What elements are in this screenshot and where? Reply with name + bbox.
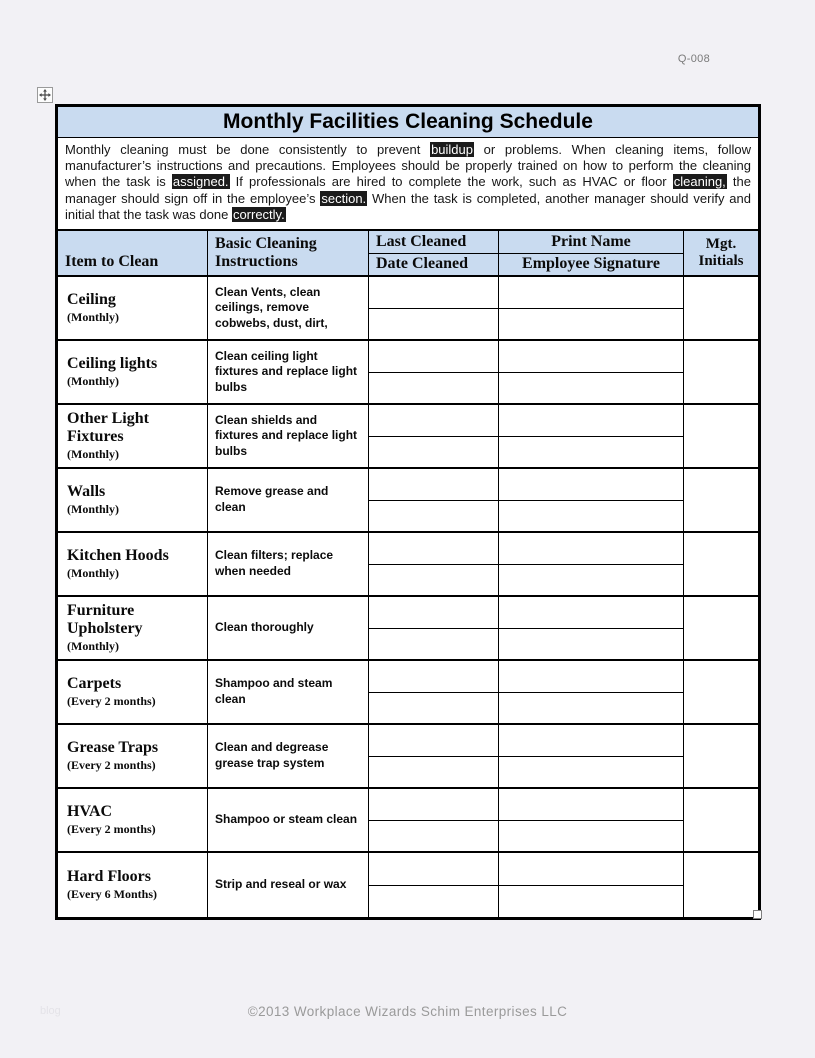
item-instructions: Clean thoroughly bbox=[215, 620, 314, 635]
item-frequency: (Every 6 Months) bbox=[67, 887, 157, 902]
intro-highlighted-text: cleaning, bbox=[673, 174, 726, 190]
table-row bbox=[58, 853, 758, 917]
mgt-initials-cell[interactable] bbox=[683, 853, 758, 917]
date-cleaned-cell[interactable] bbox=[369, 405, 498, 437]
mgt-initials-cell[interactable] bbox=[683, 661, 758, 723]
mgt-initials-cell[interactable] bbox=[683, 725, 758, 787]
employee-signature-cell[interactable] bbox=[499, 277, 683, 309]
employee-signature-cell[interactable] bbox=[499, 405, 683, 437]
employee-signature-cell[interactable] bbox=[499, 789, 683, 821]
intro-text: Monthly cleaning must be done consistently to prevent bbox=[65, 142, 431, 157]
item-name: Hard Floors bbox=[67, 868, 151, 886]
employee-signature-column bbox=[498, 789, 683, 851]
employee-signature-cell[interactable] bbox=[499, 886, 683, 918]
item-name: Other Light Fixtures bbox=[67, 410, 149, 446]
date-cleaned-cell[interactable] bbox=[369, 629, 498, 660]
item-name: Grease Traps bbox=[67, 739, 159, 757]
intro-highlighted-text: buildup bbox=[431, 142, 473, 157]
item-frequency: (Every 2 months) bbox=[67, 822, 156, 837]
item-frequency: (Monthly) bbox=[67, 447, 119, 462]
header-mgt-initials: Mgt. Initials bbox=[683, 231, 758, 275]
date-cleaned-cell[interactable] bbox=[369, 309, 498, 340]
employee-signature-cell[interactable] bbox=[499, 853, 683, 886]
item-cell bbox=[58, 725, 207, 787]
employee-signature-column bbox=[498, 597, 683, 659]
header-basic-cleaning-instructions: Basic Cleaning Instructions bbox=[207, 231, 368, 275]
intro-highlighted-text: assigned. bbox=[172, 174, 229, 190]
employee-signature-column bbox=[498, 533, 683, 595]
mgt-initials-cell[interactable] bbox=[683, 277, 758, 339]
item-instructions: Shampoo or steam clean bbox=[215, 812, 358, 827]
employee-signature-cell[interactable] bbox=[499, 661, 683, 693]
table-row bbox=[58, 533, 758, 597]
employee-signature-cell[interactable] bbox=[499, 469, 683, 501]
item-name: Furniture Upholstery bbox=[67, 602, 143, 638]
mgt-initials-cell[interactable] bbox=[683, 405, 758, 467]
date-cleaned-cell[interactable] bbox=[369, 821, 498, 852]
item-frequency: (Monthly) bbox=[67, 374, 119, 389]
date-cleaned-cell[interactable] bbox=[369, 757, 498, 788]
instructions-cell bbox=[207, 661, 368, 723]
date-cleaned-column bbox=[368, 853, 498, 917]
item-cell bbox=[58, 469, 207, 531]
header-item-to-clean: Item to Clean bbox=[65, 253, 159, 271]
intro-highlighted-text: correctly. bbox=[232, 206, 285, 222]
date-cleaned-cell[interactable] bbox=[369, 725, 498, 757]
header-date-cleaned: Date Cleaned bbox=[376, 255, 468, 273]
item-instructions: Clean ceiling light fixtures and replace light bulbs bbox=[215, 348, 358, 394]
watermark-text: blog bbox=[40, 1005, 61, 1017]
table-header-row bbox=[58, 231, 758, 277]
date-cleaned-cell[interactable] bbox=[369, 853, 498, 886]
mgt-initials-cell[interactable] bbox=[683, 341, 758, 403]
intro-highlighted-text: section. bbox=[321, 190, 367, 206]
item-instructions: Clean filters; replace when needed bbox=[215, 548, 334, 579]
employee-signature-cell[interactable] bbox=[499, 341, 683, 373]
header-employee-signature: Employee Signature bbox=[522, 255, 660, 273]
item-name: Ceiling bbox=[67, 291, 116, 309]
date-cleaned-column bbox=[368, 661, 498, 723]
header-last-cleaned: Last Cleaned bbox=[369, 231, 498, 254]
employee-signature-cell[interactable] bbox=[499, 373, 683, 404]
table-row bbox=[58, 469, 758, 533]
item-name: Ceiling lights bbox=[67, 355, 158, 373]
intro-text: When the task is completed, another manager should verify and initial that the task was done bbox=[65, 190, 751, 222]
employee-signature-cell[interactable] bbox=[499, 437, 683, 468]
date-cleaned-column bbox=[368, 597, 498, 659]
item-frequency: (Monthly) bbox=[67, 502, 119, 517]
instructions-cell bbox=[207, 853, 368, 917]
header-cleaned-column bbox=[368, 231, 498, 275]
employee-signature-column bbox=[498, 277, 683, 339]
employee-signature-column bbox=[498, 853, 683, 917]
employee-signature-column bbox=[498, 405, 683, 467]
intro-paragraph bbox=[58, 138, 758, 231]
employee-signature-column bbox=[498, 469, 683, 531]
date-cleaned-cell[interactable] bbox=[369, 661, 498, 693]
date-cleaned-cell[interactable] bbox=[369, 277, 498, 309]
item-instructions: Remove grease and clean bbox=[215, 484, 329, 515]
mgt-initials-cell[interactable] bbox=[683, 533, 758, 595]
mgt-initials-cell[interactable] bbox=[683, 789, 758, 851]
table-title: Monthly Facilities Cleaning Schedule bbox=[58, 107, 758, 138]
date-cleaned-cell[interactable] bbox=[369, 341, 498, 373]
employee-signature-column bbox=[498, 341, 683, 403]
employee-signature-cell[interactable] bbox=[499, 565, 683, 596]
date-cleaned-column bbox=[368, 341, 498, 403]
date-cleaned-cell[interactable] bbox=[369, 565, 498, 596]
item-name: Walls bbox=[67, 483, 106, 501]
instructions-cell bbox=[207, 277, 368, 339]
header-print-name: Print Name bbox=[499, 231, 683, 254]
item-frequency: (Monthly) bbox=[67, 310, 119, 325]
employee-signature-cell[interactable] bbox=[499, 501, 683, 532]
item-name: HVAC bbox=[67, 803, 113, 821]
item-cell bbox=[58, 853, 207, 917]
item-name: Kitchen Hoods bbox=[67, 547, 169, 565]
employee-signature-cell[interactable] bbox=[499, 597, 683, 629]
item-frequency: (Monthly) bbox=[67, 566, 119, 581]
table-resize-handle[interactable] bbox=[753, 910, 762, 919]
instructions-cell bbox=[207, 405, 368, 467]
table-row bbox=[58, 341, 758, 405]
instructions-cell bbox=[207, 725, 368, 787]
item-instructions: Strip and reseal or wax bbox=[215, 877, 347, 892]
employee-signature-cell[interactable] bbox=[499, 533, 683, 565]
date-cleaned-column bbox=[368, 789, 498, 851]
employee-signature-column bbox=[498, 661, 683, 723]
date-cleaned-cell[interactable] bbox=[369, 373, 498, 404]
intro-text: If professionals are hired to complete the work, such as HVAC or floor bbox=[229, 174, 673, 190]
employee-signature-cell[interactable] bbox=[499, 821, 683, 852]
footer-copyright: ©2013 Workplace Wizards Schim Enterprises LLC bbox=[247, 1004, 568, 1019]
item-frequency: (Monthly) bbox=[67, 639, 119, 654]
date-cleaned-column bbox=[368, 405, 498, 467]
table-row bbox=[58, 597, 758, 661]
item-cell bbox=[58, 405, 207, 467]
mgt-initials-cell[interactable] bbox=[683, 597, 758, 659]
date-cleaned-cell[interactable] bbox=[369, 437, 498, 468]
employee-signature-column bbox=[498, 725, 683, 787]
item-cell bbox=[58, 661, 207, 723]
intro-text: or problems. When cleaning items, follow manufacturer’s instructions and precautions. Employees should be properly trained on how to perform the cleaning when the task is bbox=[65, 142, 752, 190]
table-body bbox=[58, 277, 758, 917]
table-move-handle[interactable] bbox=[37, 87, 53, 103]
date-cleaned-cell[interactable] bbox=[369, 597, 498, 629]
date-cleaned-column bbox=[368, 533, 498, 595]
item-cell bbox=[58, 341, 207, 403]
mgt-initials-cell[interactable] bbox=[683, 469, 758, 531]
date-cleaned-column bbox=[368, 277, 498, 339]
instructions-cell bbox=[207, 597, 368, 659]
item-cell bbox=[58, 277, 207, 339]
date-cleaned-cell[interactable] bbox=[369, 501, 498, 532]
date-cleaned-cell[interactable] bbox=[369, 469, 498, 501]
item-instructions: Shampoo and steam clean bbox=[215, 676, 333, 707]
table-row bbox=[58, 789, 758, 853]
date-cleaned-column bbox=[368, 725, 498, 787]
date-cleaned-column bbox=[368, 469, 498, 531]
date-cleaned-cell[interactable] bbox=[369, 886, 498, 918]
table-row bbox=[58, 725, 758, 789]
employee-signature-cell[interactable] bbox=[499, 725, 683, 757]
instructions-cell bbox=[207, 789, 368, 851]
cleaning-schedule-table bbox=[55, 104, 761, 920]
intro-text: the manager should sign off in the employee’s bbox=[65, 174, 751, 206]
item-instructions: Clean and degrease grease trap system bbox=[215, 740, 329, 771]
employee-signature-cell[interactable] bbox=[499, 693, 683, 724]
date-cleaned-cell[interactable] bbox=[369, 533, 498, 565]
date-cleaned-cell[interactable] bbox=[369, 693, 498, 724]
employee-signature-cell[interactable] bbox=[499, 309, 683, 340]
item-cell bbox=[58, 533, 207, 595]
doc-code: Q-008 bbox=[677, 53, 710, 65]
table-row bbox=[58, 277, 758, 341]
date-cleaned-cell[interactable] bbox=[369, 789, 498, 821]
item-name: Carpets bbox=[67, 675, 122, 693]
table-row bbox=[58, 405, 758, 469]
item-frequency: (Every 2 months) bbox=[67, 758, 156, 773]
item-cell bbox=[58, 789, 207, 851]
instructions-cell bbox=[207, 533, 368, 595]
employee-signature-cell[interactable] bbox=[499, 629, 683, 660]
instructions-cell bbox=[207, 341, 368, 403]
instructions-cell bbox=[207, 469, 368, 531]
item-frequency: (Every 2 months) bbox=[67, 694, 156, 709]
employee-signature-cell[interactable] bbox=[499, 757, 683, 788]
header-name-column bbox=[498, 231, 683, 275]
item-instructions: Clean Vents, clean ceilings, remove cobwebs, dust, dirt, bbox=[215, 284, 328, 330]
item-cell bbox=[58, 597, 207, 659]
move-arrows-icon bbox=[39, 89, 51, 101]
table-row bbox=[58, 661, 758, 725]
item-instructions: Clean shields and fixtures and replace light bulbs bbox=[215, 412, 358, 458]
